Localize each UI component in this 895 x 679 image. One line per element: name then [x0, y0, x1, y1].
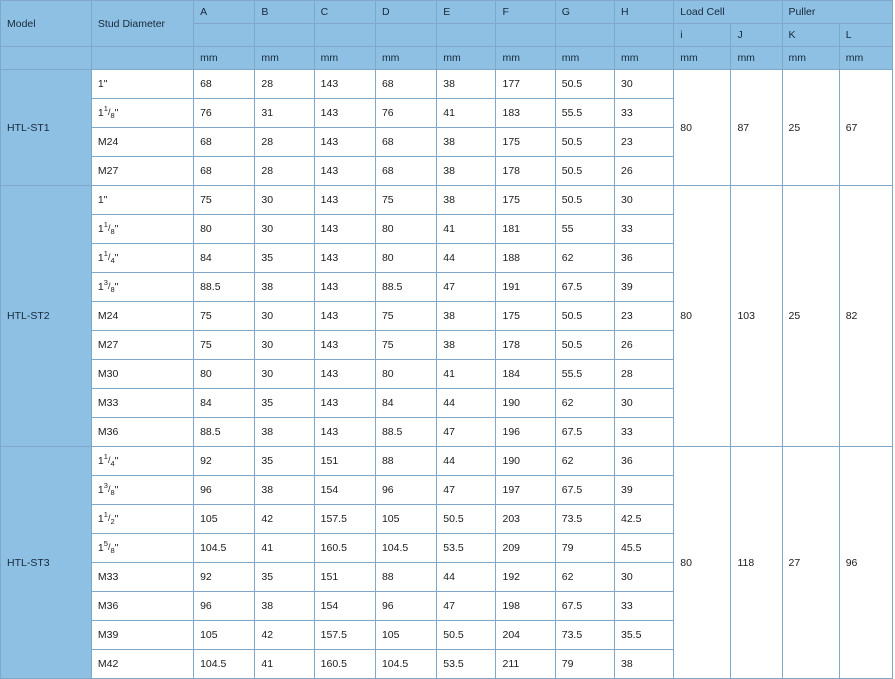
unit-stud — [91, 47, 193, 70]
dim-d-cell: 88 — [375, 563, 436, 592]
dim-a-cell: 88.5 — [194, 273, 255, 302]
dim-f-cell: 196 — [496, 418, 555, 447]
dim-d-cell: 68 — [375, 70, 436, 99]
header-puller-k: K — [782, 24, 839, 47]
dim-d-cell: 104.5 — [375, 534, 436, 563]
dim-b-cell: 28 — [255, 157, 314, 186]
dim-d-cell: 84 — [375, 389, 436, 418]
model-cell: HTL-ST3 — [1, 447, 92, 679]
dim-f-cell: 178 — [496, 157, 555, 186]
dim-e-cell: 50.5 — [437, 621, 496, 650]
dim-f-cell: 175 — [496, 186, 555, 215]
table-body — [1, 70, 893, 679]
dim-h-cell: 39 — [614, 273, 673, 302]
dim-f-cell: 204 — [496, 621, 555, 650]
dim-h-cell: 36 — [614, 447, 673, 476]
header-stud-diameter: Stud Diameter — [91, 1, 193, 47]
puller-l-cell: 67 — [839, 70, 892, 186]
unit-b: mm — [255, 47, 314, 70]
dim-a-cell: 68 — [194, 157, 255, 186]
dim-h-cell: 45.5 — [614, 534, 673, 563]
dim-c-cell: 143 — [314, 70, 375, 99]
dim-b-cell: 30 — [255, 186, 314, 215]
stud-diameter-cell: $1^1/_4$" — [91, 244, 193, 273]
dim-f-cell: 203 — [496, 505, 555, 534]
header-dim-h: H — [614, 1, 673, 24]
dim-c-cell: 143 — [314, 418, 375, 447]
stud-diameter-cell: M33 — [91, 563, 193, 592]
dim-g-cell: 55 — [555, 215, 614, 244]
table-row — [1, 70, 893, 99]
load-cell-j-cell: 87 — [731, 70, 782, 186]
dim-e-cell: 47 — [437, 418, 496, 447]
dim-h-cell: 26 — [614, 331, 673, 360]
stud-diameter-cell: 1" — [91, 186, 193, 215]
stud-diameter-cell: $1^3/_8$" — [91, 273, 193, 302]
dim-b-cell: 30 — [255, 215, 314, 244]
unit-model — [1, 47, 92, 70]
dim-b-cell: 41 — [255, 534, 314, 563]
dim-g-cell: 79 — [555, 534, 614, 563]
stud-diameter-cell: M36 — [91, 418, 193, 447]
stud-diameter-cell: M36 — [91, 592, 193, 621]
table-row — [1, 447, 893, 476]
dim-f-cell: 175 — [496, 302, 555, 331]
dim-d-cell: 80 — [375, 244, 436, 273]
dim-e-cell: 44 — [437, 244, 496, 273]
dim-h-cell: 23 — [614, 128, 673, 157]
dim-b-cell: 38 — [255, 273, 314, 302]
dim-f-cell: 190 — [496, 389, 555, 418]
table-header — [1, 1, 893, 70]
header-sub-dim-g — [555, 24, 614, 47]
stud-diameter-cell: M24 — [91, 302, 193, 331]
dim-c-cell: 157.5 — [314, 505, 375, 534]
dim-a-cell: 80 — [194, 215, 255, 244]
dim-h-cell: 33 — [614, 418, 673, 447]
dim-g-cell: 50.5 — [555, 302, 614, 331]
dim-a-cell: 92 — [194, 447, 255, 476]
dim-e-cell: 53.5 — [437, 650, 496, 679]
stud-diameter-cell: 1" — [91, 70, 193, 99]
puller-k-cell: 25 — [782, 70, 839, 186]
dim-g-cell: 62 — [555, 563, 614, 592]
dim-g-cell: 55.5 — [555, 99, 614, 128]
stud-diameter-cell: $1^1/_2$" — [91, 505, 193, 534]
dim-d-cell: 76 — [375, 99, 436, 128]
dim-a-cell: 104.5 — [194, 650, 255, 679]
puller-k-cell: 27 — [782, 447, 839, 679]
dim-h-cell: 26 — [614, 157, 673, 186]
dim-e-cell: 38 — [437, 70, 496, 99]
dim-b-cell: 42 — [255, 505, 314, 534]
dim-b-cell: 42 — [255, 621, 314, 650]
unit-i: mm — [674, 47, 731, 70]
stud-diameter-cell: $1^1/_4$" — [91, 447, 193, 476]
dim-b-cell: 35 — [255, 563, 314, 592]
dim-h-cell: 33 — [614, 99, 673, 128]
unit-k: mm — [782, 47, 839, 70]
dim-c-cell: 160.5 — [314, 650, 375, 679]
load-cell-j-cell: 118 — [731, 447, 782, 679]
unit-c: mm — [314, 47, 375, 70]
dim-c-cell: 143 — [314, 302, 375, 331]
header-puller-l: L — [839, 24, 892, 47]
dim-h-cell: 30 — [614, 389, 673, 418]
dim-g-cell: 73.5 — [555, 621, 614, 650]
stud-diameter-cell: $1^3/_8$" — [91, 476, 193, 505]
dim-a-cell: 80 — [194, 360, 255, 389]
unit-a: mm — [194, 47, 255, 70]
dim-e-cell: 38 — [437, 186, 496, 215]
dim-h-cell: 33 — [614, 215, 673, 244]
header-sub-dim-f — [496, 24, 555, 47]
puller-k-cell: 25 — [782, 186, 839, 447]
dim-g-cell: 67.5 — [555, 273, 614, 302]
header-sub-dim-e — [437, 24, 496, 47]
dim-h-cell: 30 — [614, 563, 673, 592]
dim-e-cell: 38 — [437, 302, 496, 331]
header-sub-dim-h — [614, 24, 673, 47]
header-sub-dim-c — [314, 24, 375, 47]
dim-f-cell: 211 — [496, 650, 555, 679]
dim-d-cell: 68 — [375, 157, 436, 186]
dim-a-cell: 104.5 — [194, 534, 255, 563]
dim-c-cell: 143 — [314, 389, 375, 418]
dim-e-cell: 47 — [437, 273, 496, 302]
unit-h: mm — [614, 47, 673, 70]
header-dim-g: G — [555, 1, 614, 24]
dim-d-cell: 96 — [375, 476, 436, 505]
dim-a-cell: 84 — [194, 389, 255, 418]
header-sub-dim-a — [194, 24, 255, 47]
dim-a-cell: 105 — [194, 621, 255, 650]
dim-b-cell: 38 — [255, 418, 314, 447]
header-row-units — [1, 47, 893, 70]
stud-diameter-cell: $1^1/_8$" — [91, 215, 193, 244]
dim-h-cell: 23 — [614, 302, 673, 331]
dim-b-cell: 31 — [255, 99, 314, 128]
dim-f-cell: 184 — [496, 360, 555, 389]
dim-a-cell: 68 — [194, 128, 255, 157]
header-group-puller: Puller — [782, 1, 892, 24]
dim-e-cell: 47 — [437, 476, 496, 505]
dim-b-cell: 38 — [255, 476, 314, 505]
dim-d-cell: 104.5 — [375, 650, 436, 679]
dim-h-cell: 33 — [614, 592, 673, 621]
dim-b-cell: 30 — [255, 360, 314, 389]
dim-h-cell: 38 — [614, 650, 673, 679]
header-row-top — [1, 1, 893, 24]
dim-c-cell: 143 — [314, 273, 375, 302]
unit-j: mm — [731, 47, 782, 70]
header-dim-d: D — [375, 1, 436, 24]
dim-f-cell: 183 — [496, 99, 555, 128]
dim-e-cell: 41 — [437, 215, 496, 244]
header-load-cell-i: i — [674, 24, 731, 47]
dim-d-cell: 105 — [375, 505, 436, 534]
dim-g-cell: 50.5 — [555, 331, 614, 360]
dim-c-cell: 143 — [314, 331, 375, 360]
model-cell: HTL-ST1 — [1, 70, 92, 186]
table-row — [1, 186, 893, 215]
dim-g-cell: 50.5 — [555, 186, 614, 215]
header-dim-f: F — [496, 1, 555, 24]
puller-l-cell: 82 — [839, 186, 892, 447]
stud-diameter-cell: M33 — [91, 389, 193, 418]
dim-c-cell: 143 — [314, 215, 375, 244]
dim-d-cell: 88.5 — [375, 418, 436, 447]
dim-a-cell: 88.5 — [194, 418, 255, 447]
dim-a-cell: 75 — [194, 186, 255, 215]
dim-c-cell: 143 — [314, 128, 375, 157]
dim-e-cell: 53.5 — [437, 534, 496, 563]
dim-e-cell: 38 — [437, 331, 496, 360]
dim-d-cell: 68 — [375, 128, 436, 157]
header-load-cell-j: J — [731, 24, 782, 47]
stud-diameter-cell: M27 — [91, 157, 193, 186]
dim-d-cell: 75 — [375, 331, 436, 360]
dim-g-cell: 67.5 — [555, 476, 614, 505]
dim-d-cell: 105 — [375, 621, 436, 650]
header-dim-a: A — [194, 1, 255, 24]
dim-g-cell: 62 — [555, 244, 614, 273]
dim-c-cell: 151 — [314, 563, 375, 592]
dim-e-cell: 50.5 — [437, 505, 496, 534]
dim-c-cell: 143 — [314, 186, 375, 215]
dim-b-cell: 35 — [255, 389, 314, 418]
dim-h-cell: 30 — [614, 70, 673, 99]
dim-f-cell: 190 — [496, 447, 555, 476]
dim-d-cell: 80 — [375, 215, 436, 244]
dim-g-cell: 67.5 — [555, 592, 614, 621]
stud-diameter-cell: M27 — [91, 331, 193, 360]
dim-g-cell: 50.5 — [555, 157, 614, 186]
stud-diameter-cell: M39 — [91, 621, 193, 650]
dim-f-cell: 175 — [496, 128, 555, 157]
dim-f-cell: 178 — [496, 331, 555, 360]
dim-a-cell: 68 — [194, 70, 255, 99]
stud-diameter-cell: M24 — [91, 128, 193, 157]
dim-d-cell: 75 — [375, 186, 436, 215]
unit-f: mm — [496, 47, 555, 70]
header-sub-dim-b — [255, 24, 314, 47]
dim-a-cell: 84 — [194, 244, 255, 273]
dim-g-cell: 67.5 — [555, 418, 614, 447]
dim-c-cell: 154 — [314, 476, 375, 505]
load-cell-j-cell: 103 — [731, 186, 782, 447]
dim-g-cell: 62 — [555, 447, 614, 476]
dim-f-cell: 188 — [496, 244, 555, 273]
header-dim-e: E — [437, 1, 496, 24]
dim-a-cell: 92 — [194, 563, 255, 592]
dim-d-cell: 80 — [375, 360, 436, 389]
dim-c-cell: 151 — [314, 447, 375, 476]
dim-f-cell: 191 — [496, 273, 555, 302]
dim-f-cell: 209 — [496, 534, 555, 563]
dim-a-cell: 76 — [194, 99, 255, 128]
dim-e-cell: 44 — [437, 447, 496, 476]
header-model: Model — [1, 1, 92, 47]
dim-f-cell: 181 — [496, 215, 555, 244]
dim-c-cell: 143 — [314, 157, 375, 186]
dim-d-cell: 88.5 — [375, 273, 436, 302]
unit-g: mm — [555, 47, 614, 70]
dim-a-cell: 96 — [194, 476, 255, 505]
load-cell-i-cell: 80 — [674, 447, 731, 679]
dim-c-cell: 154 — [314, 592, 375, 621]
dim-b-cell: 41 — [255, 650, 314, 679]
dim-a-cell: 96 — [194, 592, 255, 621]
load-cell-i-cell: 80 — [674, 70, 731, 186]
dim-c-cell: 143 — [314, 360, 375, 389]
dim-e-cell: 44 — [437, 389, 496, 418]
dim-e-cell: 41 — [437, 360, 496, 389]
dim-f-cell: 192 — [496, 563, 555, 592]
dim-f-cell: 197 — [496, 476, 555, 505]
dim-h-cell: 36 — [614, 244, 673, 273]
dim-f-cell: 198 — [496, 592, 555, 621]
stud-diameter-cell: $1^1/_8$" — [91, 99, 193, 128]
dim-h-cell: 30 — [614, 186, 673, 215]
dim-e-cell: 38 — [437, 157, 496, 186]
header-sub-dim-d — [375, 24, 436, 47]
stud-diameter-cell: M30 — [91, 360, 193, 389]
dim-h-cell: 42.5 — [614, 505, 673, 534]
dim-h-cell: 35.5 — [614, 621, 673, 650]
dim-g-cell: 73.5 — [555, 505, 614, 534]
dim-h-cell: 28 — [614, 360, 673, 389]
dim-g-cell: 50.5 — [555, 70, 614, 99]
header-dim-c: C — [314, 1, 375, 24]
dim-g-cell: 62 — [555, 389, 614, 418]
dim-b-cell: 35 — [255, 447, 314, 476]
dim-b-cell: 28 — [255, 70, 314, 99]
puller-l-cell: 96 — [839, 447, 892, 679]
dim-f-cell: 177 — [496, 70, 555, 99]
header-dim-b: B — [255, 1, 314, 24]
stud-diameter-cell: M42 — [91, 650, 193, 679]
dim-a-cell: 75 — [194, 331, 255, 360]
dim-b-cell: 30 — [255, 302, 314, 331]
dim-c-cell: 160.5 — [314, 534, 375, 563]
dim-a-cell: 75 — [194, 302, 255, 331]
dim-g-cell: 79 — [555, 650, 614, 679]
dim-d-cell: 96 — [375, 592, 436, 621]
unit-e: mm — [437, 47, 496, 70]
dim-b-cell: 30 — [255, 331, 314, 360]
header-group-load-cell: Load Cell — [674, 1, 782, 24]
dim-b-cell: 35 — [255, 244, 314, 273]
dim-d-cell: 88 — [375, 447, 436, 476]
dim-c-cell: 143 — [314, 244, 375, 273]
dim-e-cell: 41 — [437, 99, 496, 128]
dim-g-cell: 55.5 — [555, 360, 614, 389]
load-cell-i-cell: 80 — [674, 186, 731, 447]
dim-e-cell: 47 — [437, 592, 496, 621]
dim-e-cell: 44 — [437, 563, 496, 592]
dim-h-cell: 39 — [614, 476, 673, 505]
dim-a-cell: 105 — [194, 505, 255, 534]
model-cell: HTL-ST2 — [1, 186, 92, 447]
dim-g-cell: 50.5 — [555, 128, 614, 157]
dim-b-cell: 28 — [255, 128, 314, 157]
stud-diameter-cell: $1^5/_8$" — [91, 534, 193, 563]
unit-d: mm — [375, 47, 436, 70]
dim-c-cell: 157.5 — [314, 621, 375, 650]
dim-b-cell: 38 — [255, 592, 314, 621]
dim-c-cell: 143 — [314, 99, 375, 128]
dim-d-cell: 75 — [375, 302, 436, 331]
dim-e-cell: 38 — [437, 128, 496, 157]
unit-l: mm — [839, 47, 892, 70]
